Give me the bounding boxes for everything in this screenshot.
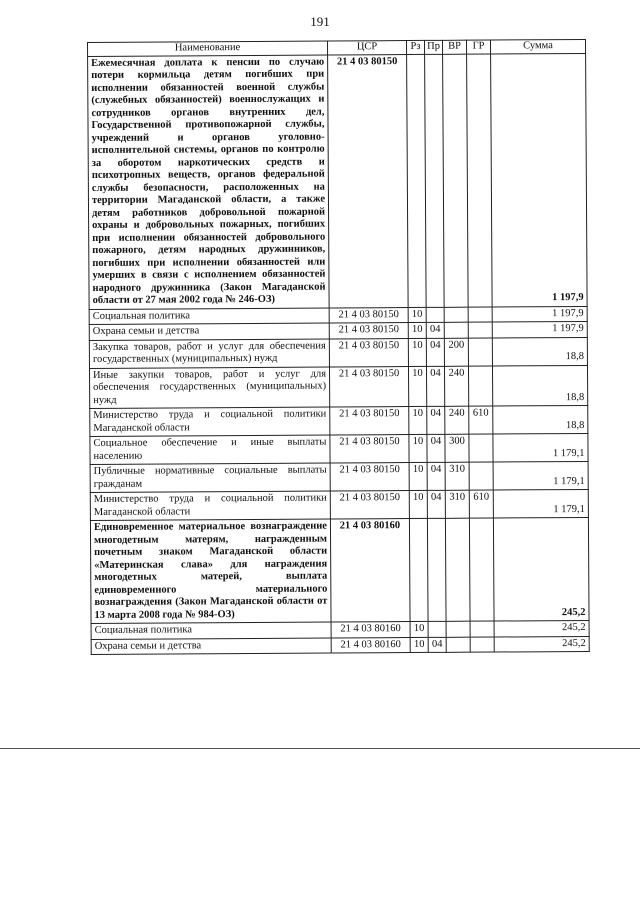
row-pr	[428, 621, 446, 637]
row-name: Социальная политика	[91, 622, 331, 639]
row-csr: 21 4 03 80150	[330, 491, 409, 519]
row-rz	[407, 54, 427, 307]
header-vr: ВР	[442, 40, 466, 54]
header-csr: ЦСР	[327, 41, 406, 55]
row-rz: 10	[409, 406, 427, 434]
row-csr: 21 4 03 80150	[329, 323, 408, 339]
row-pr: 04	[428, 637, 446, 653]
row-csr: 21 4 03 80150	[330, 435, 409, 463]
row-sum: 245,2	[494, 636, 589, 652]
row-pr	[426, 307, 444, 323]
row-pr	[425, 54, 445, 307]
table-row	[90, 489, 588, 520]
row-pr: 04	[427, 406, 445, 434]
row-vr: 240	[445, 406, 469, 434]
row-sum: 245,2	[493, 517, 589, 621]
row-rz: 10	[408, 366, 426, 407]
row-sum: 18,8	[492, 365, 587, 406]
row-csr: 21 4 03 80150	[329, 366, 408, 407]
row-rz: 10	[409, 462, 427, 490]
row-pr: 04	[427, 490, 445, 518]
row-gr: 610	[469, 490, 493, 518]
row-sum: 245,2	[494, 620, 589, 636]
row-sum: 1 179,1	[493, 433, 588, 462]
row-name: Министерство труда и социальной политики Магаданской области	[90, 407, 330, 436]
row-name: Министерство труда и социальной политики Магаданской области	[90, 491, 330, 520]
table-row	[90, 517, 589, 623]
row-csr: 21 4 03 80150	[329, 338, 408, 366]
row-rz: 10	[408, 322, 426, 338]
table-row	[91, 636, 589, 655]
row-vr	[445, 518, 470, 621]
header-rz: Рз	[406, 40, 424, 54]
table-row	[90, 461, 588, 492]
footer-divider	[0, 748, 640, 749]
row-rz: 10	[409, 490, 427, 518]
row-rz: 10	[410, 621, 428, 637]
row-sum: 1 197,9	[492, 321, 587, 337]
row-gr	[469, 434, 493, 462]
row-name: Охрана семьи и детства	[89, 323, 329, 340]
row-vr: 310	[445, 462, 469, 490]
row-pr: 04	[427, 462, 445, 490]
row-vr	[446, 621, 470, 637]
row-vr	[444, 307, 468, 323]
row-sum: 18,8	[492, 337, 587, 366]
row-name: Охрана семьи и детства	[91, 638, 331, 655]
row-csr: 21 4 03 80150	[328, 54, 409, 307]
row-pr	[427, 518, 446, 621]
row-csr: 21 4 03 80150	[330, 407, 409, 435]
row-csr: 21 4 03 80160	[331, 637, 410, 653]
row-rz: 10	[410, 637, 428, 653]
row-gr: 610	[469, 406, 493, 434]
row-pr: 04	[426, 366, 444, 407]
row-gr	[469, 518, 494, 621]
table-row	[88, 53, 588, 309]
header-gr: ГР	[466, 40, 490, 54]
row-csr: 21 4 03 80160	[330, 519, 410, 622]
row-gr	[469, 462, 493, 490]
row-pr: 04	[427, 434, 445, 462]
row-pr: 04	[426, 322, 444, 338]
row-csr: 21 4 03 80160	[331, 622, 410, 638]
row-name: Закупка товаров, работ и услуг для обеспечения государственных (муниципальных) нужд	[89, 339, 329, 368]
table-row	[89, 337, 587, 368]
row-gr	[468, 338, 492, 366]
row-gr	[467, 54, 493, 307]
row-vr	[444, 322, 468, 338]
row-csr: 21 4 03 80150	[330, 463, 409, 491]
row-csr: 21 4 03 80150	[329, 307, 408, 323]
table-row	[90, 433, 588, 464]
header-name: Наименование	[88, 41, 328, 56]
row-gr	[468, 366, 492, 407]
row-sum: 1 197,9	[492, 306, 587, 322]
row-rz: 10	[408, 338, 426, 366]
row-pr: 04	[426, 338, 444, 366]
header-pr: Пр	[424, 40, 442, 54]
row-rz	[409, 518, 428, 621]
header-sum: Сумма	[490, 39, 585, 53]
row-vr: 300	[445, 434, 469, 462]
row-rz: 10	[409, 434, 427, 462]
row-vr: 310	[445, 490, 469, 518]
budget-table	[87, 39, 590, 655]
row-name: Ежемесячная доплата к пенсии по случаю потери кормильца детям погибших при исполнении обязанностей военной службы (служебных обязанностей) военнослужащих и сотрудников органов внутренних дел, Государственной противопожарной службы, учреждений и органов уголовно-исполнительной системы, органов по контролю за оборотом наркотических средств и психотропных веществ, органов федеральной службы безопасности, расположенных на территории Магаданской области, а также детям работников добровольной пожарной охраны и добровольных пожарных, погибших при исполнении обязанностей добровольного пожарного, детям народных дружинников, погибших при исполнении обязанностей или умерших в связи с исполнением обязанностей народного дружинника (Закон Магаданской области от 27 мая 2002 года № 246-ОЗ)	[88, 55, 330, 309]
row-name: Единовременное материальное вознаграждение многодетным матерям, награжденным почетным знаком Магаданской области «Материнская слава» для награждения многодетных матерей, выплата единовременного материального вознаграждения (Закон Магаданской области от 13 марта 2008 года № 984-ОЗ)	[90, 519, 331, 623]
row-vr	[443, 54, 469, 307]
row-vr: 240	[444, 366, 468, 407]
row-sum: 1 179,1	[493, 489, 588, 518]
table-row	[89, 365, 587, 409]
row-gr	[468, 322, 492, 338]
row-name: Социальная политика	[89, 308, 329, 325]
row-gr	[470, 637, 494, 653]
row-rz: 10	[408, 307, 426, 323]
row-name: Иные закупки товаров, работ и услуг для обеспечения государственных (муниципальных) нужд	[89, 367, 329, 409]
row-gr	[470, 621, 494, 637]
page-number: 191	[310, 14, 330, 29]
row-sum: 1 179,1	[493, 461, 588, 490]
row-vr: 200	[444, 338, 468, 366]
row-name: Публичные нормативные социальные выплаты гражданам	[90, 463, 330, 492]
row-sum: 1 197,9	[491, 53, 588, 307]
row-vr	[446, 637, 470, 653]
row-sum: 18,8	[493, 405, 588, 434]
row-name: Социальное обеспечение и иные выплаты населению	[90, 435, 330, 464]
table-row	[90, 405, 588, 436]
row-gr	[468, 307, 492, 323]
